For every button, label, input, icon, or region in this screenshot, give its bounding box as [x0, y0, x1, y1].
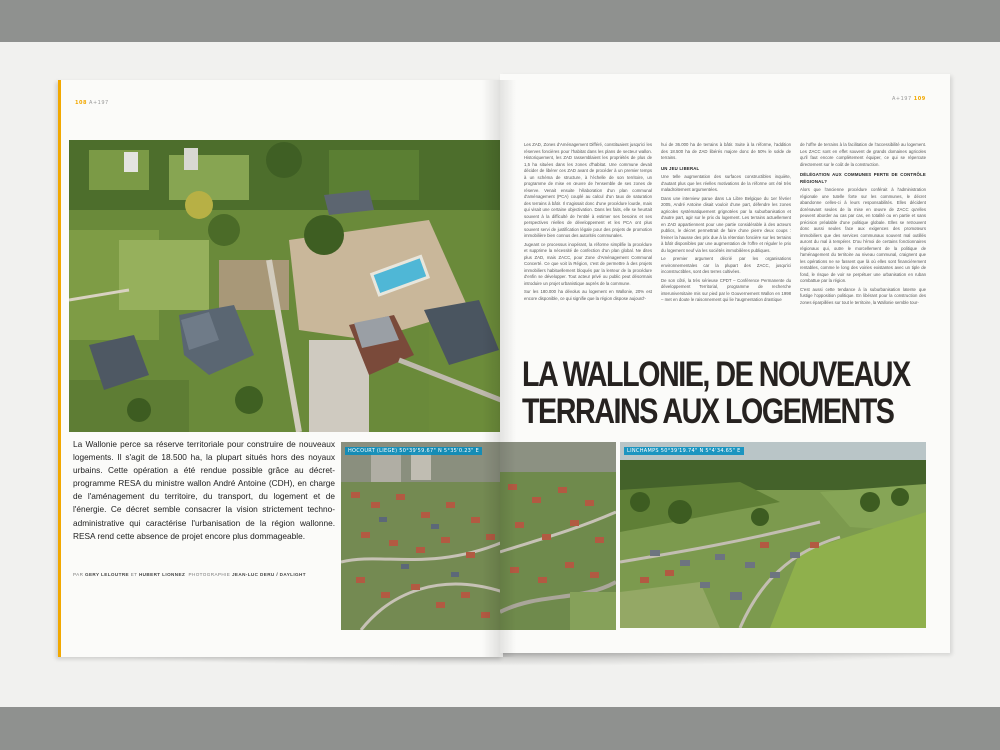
- photo-coordinate-label-right: LINCHAMPS 50°39'19.74" N 5°4'34.65" E: [624, 447, 744, 455]
- article-column-1: [524, 142, 652, 304]
- village-photo-right-graphic: [500, 442, 616, 630]
- article-headline: [522, 355, 910, 431]
- aerial-photo-village-left-half: [341, 442, 503, 630]
- linchamps-photo-graphic: [620, 442, 926, 628]
- col2-paragraph: hui de 36.000 ha de terrains à bâtir. Suite à la réforme, l'addition des 18.500 ha de ZAD libérés majore donc de 50% le solde de terrains.: [661, 142, 791, 160]
- aerial-photo-main: [69, 140, 501, 432]
- byline: PAR GERY LELOUTRE ET HUBERT LIONNEZ PHOTOGRAPHIE JEAN-LUC DERU / DAYLIGHT: [73, 572, 306, 577]
- article-column-3: [800, 142, 926, 308]
- left-page: [58, 80, 503, 657]
- col3-paragraph: C'est aussi cette tendance à la suburbanisation latente que fustige l'opposition politique. En libérant pour la construction des zones éparpillées sur tout le territoire, la Wallonie semble tour-: [800, 286, 926, 305]
- article-column-2: [661, 142, 791, 306]
- col3-paragraph: Alors que l'ancienne procédure conférait à l'administration régionale une tutelle forte sur les communes, le décret abandonne celles-ci à leurs responsabilités. Elles décident dorénavant seules de la mise en œuvre de ZACC qu'elles peuvent aborder au cas par cas, en totalité ou en partie et sans précision préalable d'une politique globale. Elles se retrouvent donc aussi seules face aux exigences des promoteurs immobiliers que des services communaux souvent mal outillés auront du mal à tempérer. D'ou l'émoi de certains fonctionnaires régionaux qui, outre le morcellement de la politique de l'aménagement du territoire au niveau communal, craignent que les opérations ne se fassent que là où elles sont financièrement rentables, comme le long des voiries existantes avec un tiple de fond, le risque de voir se perpétuer une urbanisation en ruban combattue par la région.: [800, 187, 926, 283]
- top-border: [0, 0, 1000, 42]
- right-page: [500, 74, 950, 653]
- col1-paragraph: Sur les 180.000 ha dévolus au logement en Wallonie, 20% est encore disponible, ce qui signifie que la région dispose aujourd'-: [524, 289, 652, 301]
- col3-paragraph: de l'offre de terrains à la facilitation de l'accessibilité au logement. Les ZACC sont en effet souvent de grands domaines agricoles qu'il faut encore complètement équiper, ce qui se répercute directement sur le coût de la construction.: [800, 142, 926, 167]
- left-page-number: 108 A+197: [75, 100, 109, 106]
- col1-paragraph: Les ZAD, Zones d'Aménagement Différé, constituaient jusqu'ici les réserves foncières pour l'habitat dans les plans de secteur wallon. Historiquement, les ZAD rassemblaient les propriétés de plus de 1,5 ha situées dans les zones d'habitat. Une commune devait décider de libérer ces ZAD avant de procéder à un premier temps à un schéma de structure, à l'échelle de son territoire, un programme de mise en œuvre de l'ensemble de ses zones de réserve. Venait ensuite l'élaboration d'un plan communal d'aménagement (PCA) couplé au calcul d'un taux de saturation des terrains à bâtir. Il s'agissait donc d'une procédure lourde, mais qui visait une certaine objectivation. Dans les faits, elle se heurtait souvent à la difficulté de l'entité à estimer ses besoins et ses perspectives réelles de développement et les PCA ont plus souvent servi de justification légale pour des projets de promotion immobilière bien connus des autorités communales.: [524, 142, 652, 238]
- headline-line-1: LA WALLONIE, DE NOUVEAUX: [522, 355, 910, 394]
- lead-paragraph: La Wallonie perce sa réserve territoriale pour construire de nouveaux logements. Il s'agit de 18.500 ha, la plupart situés hors des noyaux urbains. Cette opération a été rendue possible grâce au décret-programme RESA du ministre wallon André Antoine (CDH), en charge de l'aménagement du territoire, du transport, du logement et de l'énergie. Ce décret semble consacrer la vision strictement techno-administrative qui caractérise l'urbanisation de la région wallonne. RESA rend cette absence de projet encore plus dommageable.: [73, 439, 335, 541]
- right-page-number: A+197 109: [892, 96, 926, 102]
- aerial-photo-village-right-half: [500, 442, 616, 630]
- bottom-border: [0, 707, 1000, 750]
- aerial-photo-linchamps: [620, 442, 926, 628]
- col2-paragraph: Dans une interview parue dans La Libre Belgique du 1er février 2005, André Antoine disait vouloir d'une part, défendre les zones agricoles systématiquement grignotées par la suburbanisation et d'autre part, agir sur le prix du logement. Les terrains actuellement en ZAD appartiennent pour une partie considérable à des acteurs publics, le décret permettrait de faire d'une pierre deux coups : freiner la hausse des prix due à la rétention foncière sur les terrains à bâtir disponibles par une augmentation de l'offre et réguler le prix du logement neuf via les sociétés immobilières publiques.: [661, 195, 791, 253]
- village-photo-left-graphic: [341, 442, 503, 630]
- aerial-photo-main-graphic: [69, 140, 501, 432]
- headline-line-2: TERRAINS AUX LOGEMENTS: [522, 392, 894, 431]
- col2-paragraph: Le premier argument décrié par les organisations environnementales car la plupart des ZACC, jusqu'ici inconstructibles, sont des terres cultivées.: [661, 256, 791, 274]
- col2-subheading: UN JEU LIBERAL: [661, 165, 700, 171]
- photo-coordinate-label-left: HOCOURT (LIEGE) 50°39'59.67" N 5°35'0.23" E: [345, 447, 482, 455]
- col1-paragraph: Jugeant ce processus inopérant, la réforme simplifie la procédure et supprime la nécessité de confection d'un plan global. Ne dites plus ZAD, mais ZACC, pour Zone d'Aménagement Communal Concerté. Ce que voit la Région, c'est de permettre à des projets immobiliers habituellement bloqués par la lenteur de la procédure d'enfin se développer. Tout acteur privé ou public peut désormais introduire un projet urbanistique auprès de la commune.: [524, 241, 652, 286]
- col2-paragraph: Une telle augmentation des surfaces constructibles inquiète, d'autant plus que les réelles motivations de la réforme ont été très maladroitement argumentées.: [661, 174, 791, 192]
- col2-paragraph: De son côté, la très sérieuse CPDT – Conférence Permanente du développement Territorial, programme de recherche interuniversitaire mis sur pied par le Gouvernement Wallon en 1998 – met en doute le raisonnement qui lie l'augmentation drastique: [661, 277, 791, 302]
- col3-subheading: DÉLÉGATION AUX COMMUNES PERTE DE CONTRÔLE RÉGIONAL?: [800, 172, 926, 184]
